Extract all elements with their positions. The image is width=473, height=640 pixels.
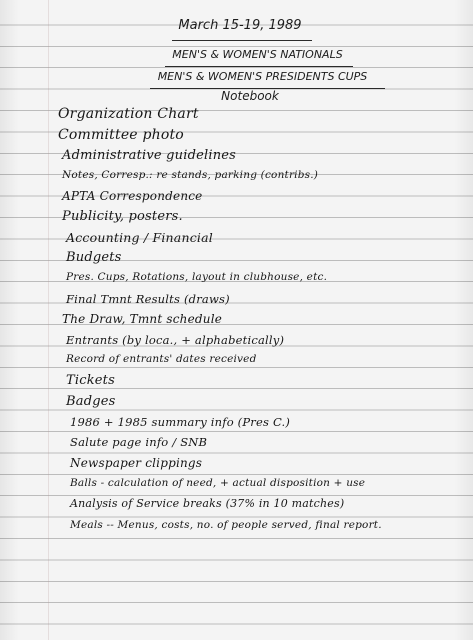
list-item: Analysis of Service breaks (37% in 10 matches) (70, 497, 345, 510)
list-item: Newspaper clippings (70, 456, 203, 470)
list-item: Final Tmnt Results (draws) (66, 292, 230, 306)
list-item: Record of entrants' dates received (66, 353, 257, 365)
list-item: Notes, Corresp.: re stands, parking (contribs.) (62, 169, 319, 181)
list-item: Administrative guidelines (62, 148, 237, 163)
header-notebook: Notebook (221, 89, 279, 103)
header-date-underline (172, 40, 312, 41)
list-item: Entrants (by loca., + alphabetically) (66, 333, 285, 347)
margin-line (48, 0, 49, 640)
list-item: Budgets (66, 250, 122, 265)
list-item: Committee photo (58, 127, 184, 143)
list-item: 1986 + 1985 summary info (Pres C.) (70, 415, 291, 429)
list-item: Salute page info / SNB (70, 435, 208, 449)
list-item: Badges (66, 394, 116, 409)
list-item: Balls - calculation of need, + actual disposition + use (70, 477, 366, 489)
header-date: March 15-19, 1989 (178, 18, 302, 33)
list-item: The Draw, Tmnt schedule (62, 312, 223, 326)
list-item: Pres. Cups, Rotations, layout in clubhouse, etc. (66, 271, 328, 283)
list-item: Accounting / Financial (66, 230, 213, 245)
header-nationals: MEN'S & WOMEN'S NATIONALS (172, 48, 343, 61)
header-presidents-cups: MEN'S & WOMEN'S PRESIDENTS CUPS (157, 70, 368, 83)
list-item: Meals -- Menus, costs, no. of people served, final report. (70, 519, 382, 531)
list-item: Organization Chart (58, 106, 199, 122)
list-item: Publicity, posters. (62, 209, 183, 224)
list-item: Tickets (66, 373, 115, 388)
header-nationals-underline (165, 66, 353, 67)
list-item: APTA Correspondence (62, 189, 203, 203)
